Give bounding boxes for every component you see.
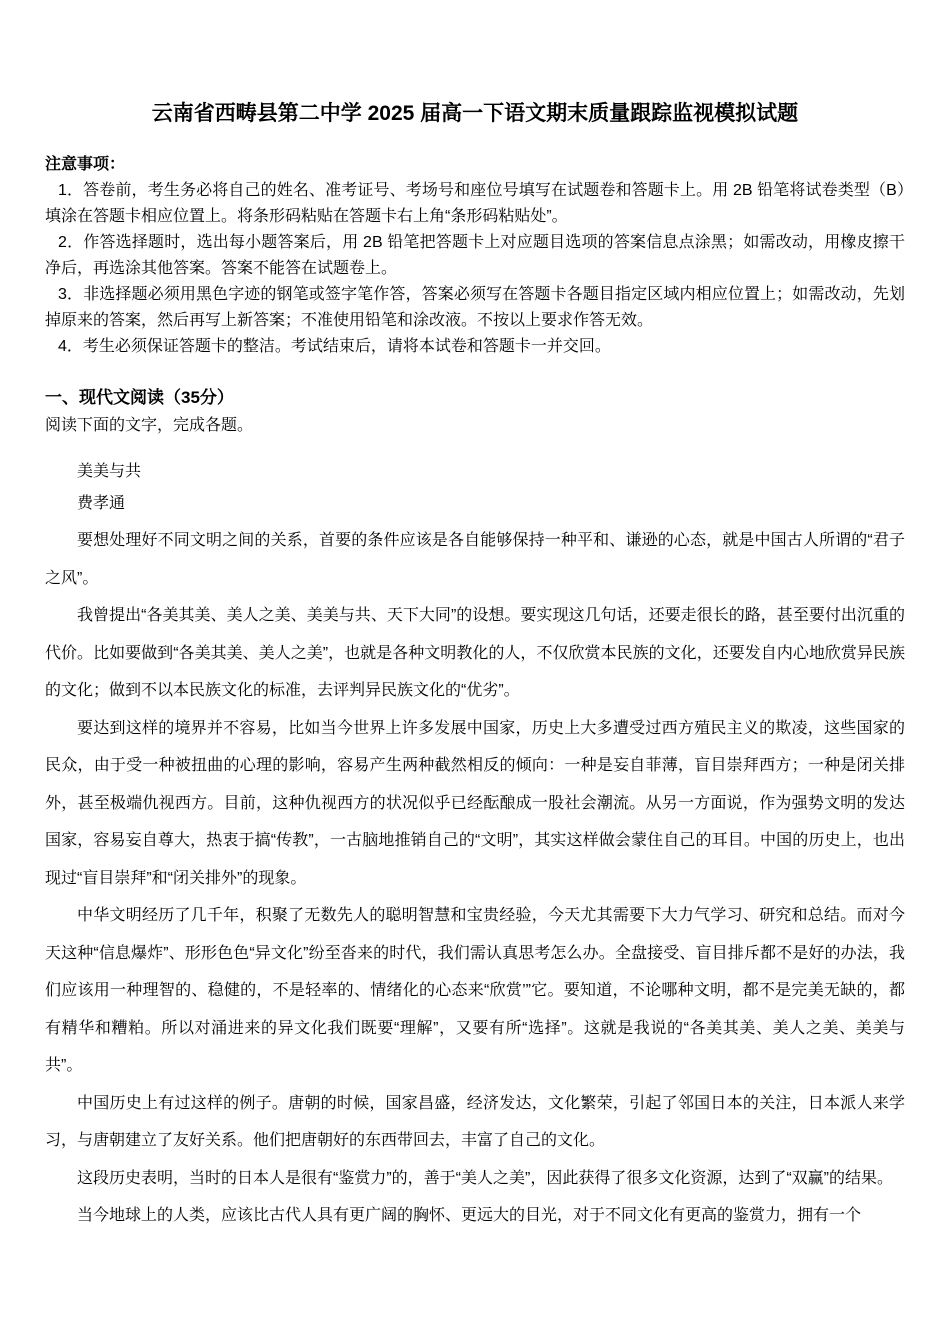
passage-author: 费孝通 [77, 495, 126, 513]
section-heading-modern-reading: 一、现代文阅读（35分） [45, 388, 234, 408]
document-title: 云南省西畴县第二中学 2025 届高一下语文期末质量跟踪监视模拟试题 [151, 102, 799, 125]
passage-body [45, 522, 905, 1235]
passage-paragraph-5: 中国历史上有过这样的例子。唐朝的时候，国家昌盛，经济发达，文化繁荣，引起了邻国日本的关注，日本派人来学习，与唐朝建立了友好关系。他们把唐朝好的东西带回去，丰富了自己的文化。 [45, 1094, 905, 1150]
notice-item-2: 2．作答选择题时，选出每小题答案后，用 2B 铅笔把答题卡上对应题目选项的答案信息点涂黑；如需改动，用橡皮擦干净后，再选涂其他答案。答案不能答在试题卷上。 [45, 234, 905, 278]
passage-paragraph-3: 要达到这样的境界并不容易，比如当今世界上许多发展中国家，历史上大多遭受过西方殖民主义的欺凌，这些国家的民众，由于受一种被扭曲的心理的影响，容易产生两种截然相反的倾向：一种是妄自菲薄，盲目崇拜西方；一种是闭关排外，甚至极端仇视西方。目前，这种仇视西方的状况似乎已经酝酿成一股社会潮流。从另一方面说，作为强势文明的发达国家，容易妄自尊大，热衷于搞“传教”，一古脑地推销自己的“文明”，其实这样做会蒙住自己的耳目。中国的历史上，也出现过“盲目崇拜”和“闭关排外”的现象。 [45, 719, 905, 887]
notice-heading: 注意事项： [45, 156, 126, 174]
passage-paragraph-6: 这段历史表明，当时的日本人是很有“鉴赏力”的，善于“美人之美”，因此获得了很多文化资源，达到了“双赢”的结果。 [77, 1169, 893, 1187]
passage-title: 美美与共 [77, 463, 142, 481]
passage-paragraph-7: 当今地球上的人类，应该比古代人具有更广阔的胸怀、更远大的目光，对于不同文化有更高的鉴赏力，拥有一个 [77, 1207, 862, 1225]
passage-paragraph-4: 中华文明经历了几千年，积聚了无数先人的聪明智慧和宝贵经验，今天尤其需要下大力气学习、研究和总结。而对今天这种“信息爆炸”、形形色色“异文化”纷至沓来的时代，我们需认真思考怎么办。全盘接受、盲目排斥都不是好的办法，我们应该用一种理智的、稳健的，不是轻率的、情绪化的心态来“欣赏’”它。要知道，不论哪种文明，都不是完美无缺的，都有精华和糟粕。所以对涌进来的异文化我们既要“理解”，又要有所“选择”。这就是我说的“各美其美、美人之美、美美与共”。 [45, 907, 905, 1075]
reading-passage [45, 460, 905, 1235]
passage-paragraph-1: 要想处理好不同文明之间的关系，首要的条件应该是各自能够保持一种平和、谦逊的心态，就是中国古人所谓的“君子之风”。 [45, 532, 905, 587]
notice-section [45, 152, 905, 360]
notice-item-3: 3．非选择题必须用黑色字迹的钢笔或签字笔作答，答案必须写在答题卡各题目指定区域内相应位置上；如需改动，先划掉原来的答案，然后再写上新答案；不准使用铅笔和涂改液。不按以上要求作答无效。 [45, 286, 905, 330]
notice-item-1: 1．答卷前，考生务必将自己的姓名、准考证号、考场号和座位号填写在试题卷和答题卡上。用 2B 铅笔将试卷类型（B）填涂在答题卡相应位置上。将条形码粘贴在答题卡右上角“条形码粘贴处”。 [45, 182, 905, 226]
passage-paragraph-2: 我曾提出“各美其美、美人之美、美美与共、天下大同”的设想。要实现这几句话，还要走很长的路，甚至要付出沉重的代价。比如要做到“各美其美、美人之美”，也就是各种文明教化的人，不仅欣赏本民族的文化，还要发自内心地欣赏异民族的文化；做到不以本民族文化的标准，去评判异民族文化的“优劣”。 [45, 607, 905, 700]
section-intro: 阅读下面的文字，完成各题。 [45, 417, 254, 435]
notice-item-4: 4．考生必须保证答题卡的整洁。考试结束后，请将本试卷和答题卡一并交回。 [58, 338, 611, 356]
